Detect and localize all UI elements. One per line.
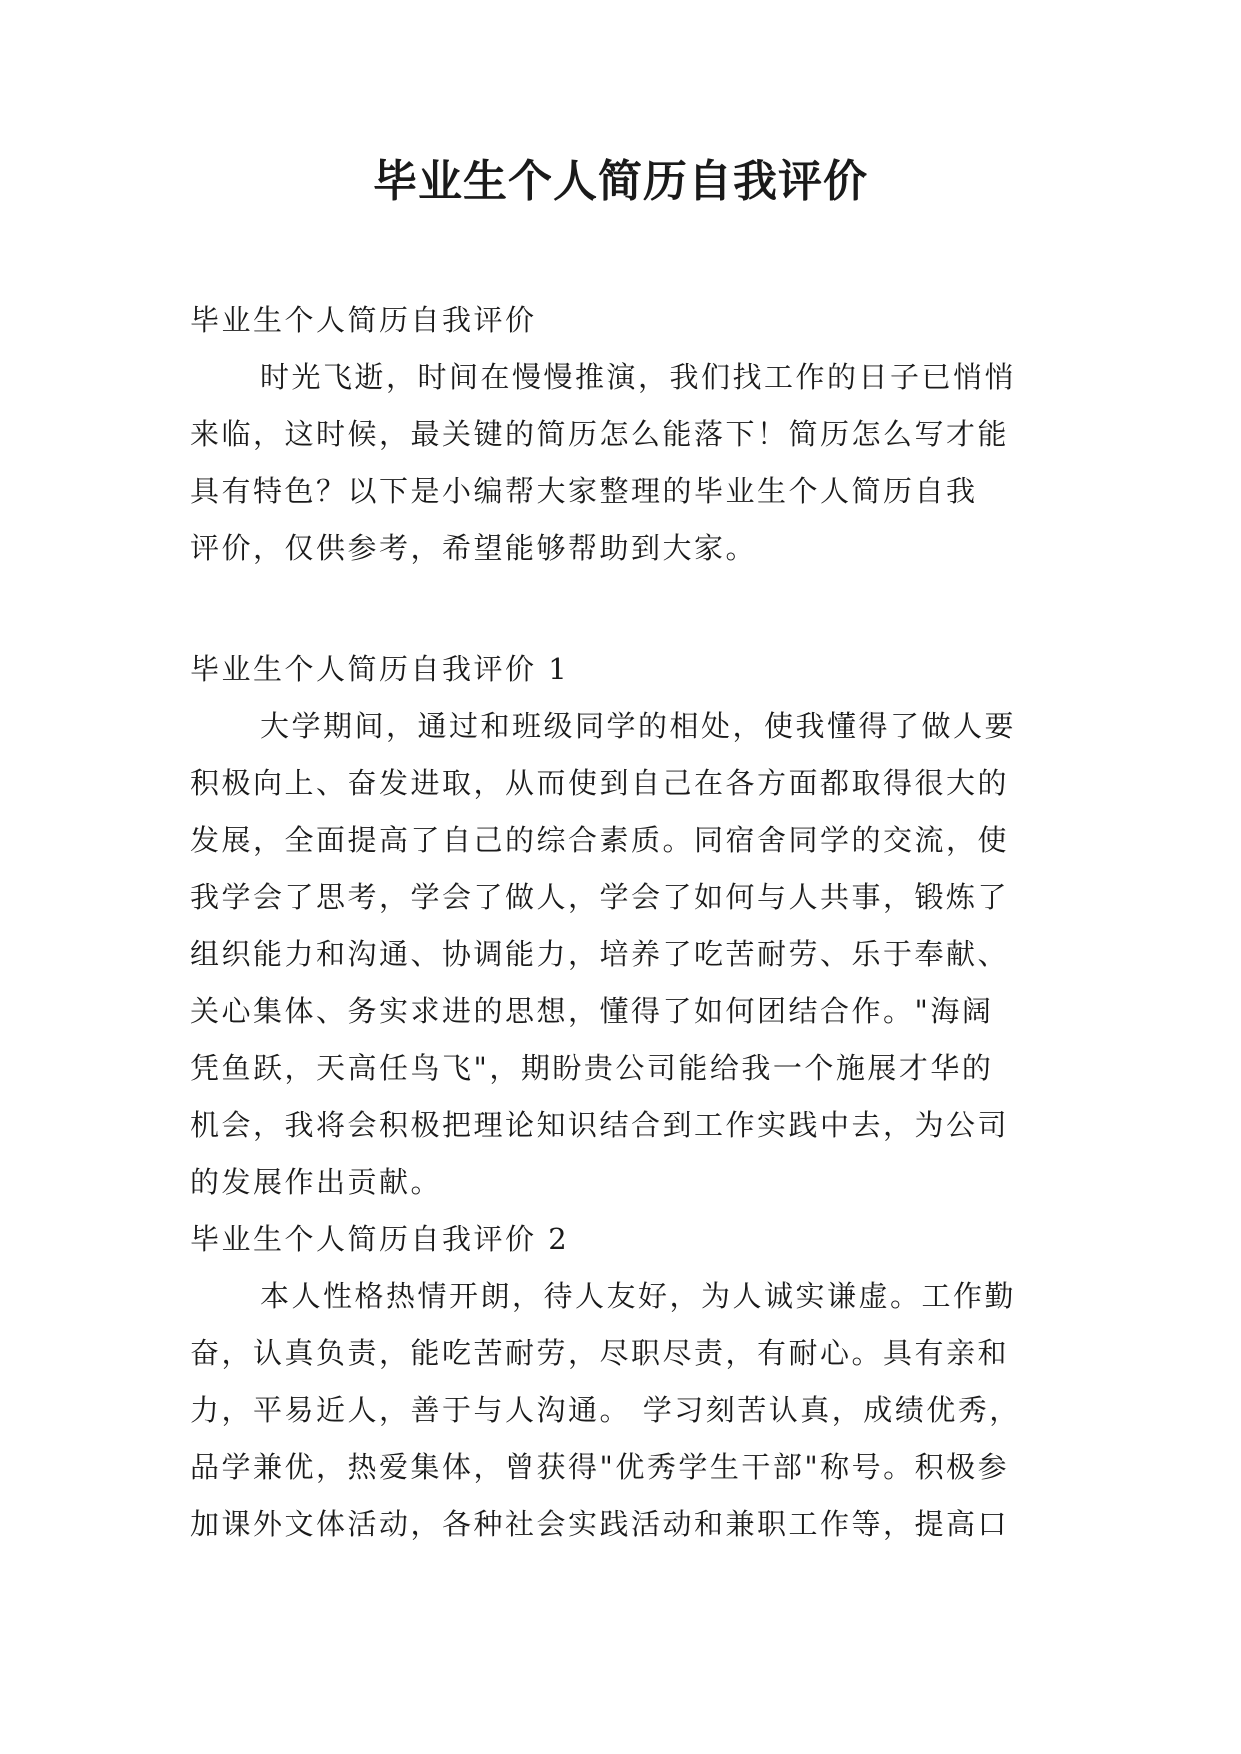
paragraph-line: 本人性格热情开朗，待人友好，为人诚实谦虚。工作勤	[260, 1279, 1017, 1313]
paragraph-line: 我学会了思考，学会了做人，学会了如何与人共事，锻炼了	[190, 880, 1010, 914]
document-title: 毕业生个人简历自我评价	[373, 156, 868, 207]
paragraph-line: 来临，这时候，最关键的简历怎么能落下！简历怎么写才能	[190, 417, 1010, 451]
paragraph-line: 力，平易近人，善于与人沟通。 学习刻苦认真，成绩优秀，	[190, 1393, 1021, 1427]
paragraph-line: 评价，仅供参考，希望能够帮助到大家。	[190, 531, 758, 565]
section2-heading: 毕业生个人简历自我评价 2	[190, 1222, 570, 1256]
paragraph-line: 品学兼优，热爱集体，曾获得"优秀学生干部"称号。积极参	[190, 1450, 1010, 1484]
paragraph-line: 积极向上、奋发进取，从而使到自己在各方面都取得很大的	[190, 766, 1010, 800]
paragraph-line: 时光飞逝，时间在慢慢推演，我们找工作的日子已悄悄	[260, 360, 1017, 394]
paragraph-line: 具有特色？以下是小编帮大家整理的毕业生个人简历自我	[190, 474, 978, 508]
paragraph-line: 组织能力和沟通、协调能力，培养了吃苦耐劳、乐于奉献、	[190, 937, 1010, 971]
paragraph-line: 关心集体、务实求进的思想，懂得了如何团结合作。"海阔	[190, 994, 994, 1028]
paragraph-line: 大学期间，通过和班级同学的相处，使我懂得了做人要	[260, 709, 1017, 743]
paragraph-line: 奋，认真负责，能吃苦耐劳，尽职尽责，有耐心。具有亲和	[190, 1336, 1010, 1370]
paragraph-line: 的发展作出贡献。	[190, 1165, 443, 1199]
document-body	[190, 292, 1070, 1553]
section-gap	[190, 577, 1070, 641]
section1-heading: 毕业生个人简历自我评价 1	[190, 652, 570, 686]
paragraph-line: 发展，全面提高了自己的综合素质。同宿舍同学的交流，使	[190, 823, 1010, 857]
intro-heading: 毕业生个人简历自我评价	[190, 303, 537, 337]
paragraph-line: 机会，我将会积极把理论知识结合到工作实践中去，为公司	[190, 1108, 1010, 1142]
paragraph-line: 加课外文体活动，各种社会实践活动和兼职工作等，提高口	[190, 1507, 1010, 1541]
paragraph-line: 凭鱼跃，天高任鸟飞"，期盼贵公司能给我一个施展才华的	[190, 1051, 994, 1085]
